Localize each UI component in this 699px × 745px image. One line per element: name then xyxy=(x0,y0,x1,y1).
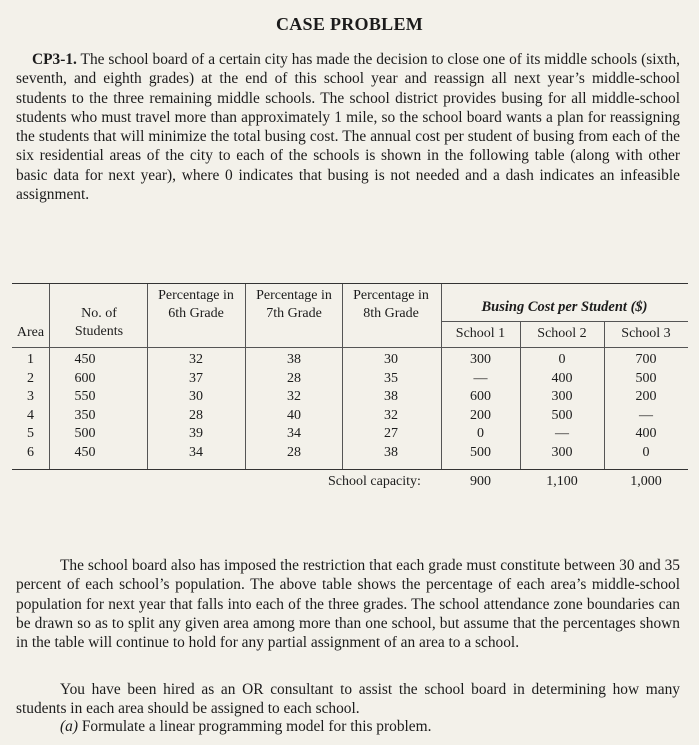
table-cell: 400 xyxy=(551,370,573,386)
header-students: No. of Students xyxy=(74,306,124,339)
table-cell: 500 xyxy=(470,444,491,460)
table-cell: 32 xyxy=(189,352,203,367)
table-cell: 5 xyxy=(27,426,34,442)
table-cell: 500 xyxy=(74,426,96,442)
table-cell: 32 xyxy=(384,407,398,423)
table-cell: 39 xyxy=(189,426,203,442)
header-area: Area xyxy=(16,325,45,340)
table-cell: 0 xyxy=(477,426,484,442)
header-school3: School 3 xyxy=(621,326,671,341)
table-cell: 3 xyxy=(27,389,34,405)
intro-paragraph xyxy=(16,50,680,204)
header-grade6: Percentage in 6th Grade xyxy=(158,288,234,321)
grade7-column xyxy=(250,351,338,463)
header-grade8: Percentage in 8th Grade xyxy=(353,288,429,321)
capacity-school1: 900 xyxy=(470,474,491,489)
table-cell: 27 xyxy=(384,426,398,442)
capacity-school3: 1,000 xyxy=(630,474,662,489)
header-busing-cost: Busing Cost per Student ($) xyxy=(481,299,648,315)
question-a-text: Formulate a linear programming model for this problem. xyxy=(81,718,432,735)
table-cell: 38 xyxy=(384,444,398,460)
table-cell: 28 xyxy=(287,444,301,460)
school1-column xyxy=(441,351,520,463)
grade8-column xyxy=(346,351,436,463)
grade6-column xyxy=(152,351,240,463)
table-cell: 300 xyxy=(551,389,573,405)
table-cell: 34 xyxy=(287,426,301,442)
table-cell: 200 xyxy=(635,389,657,405)
table-cell: 300 xyxy=(470,352,491,367)
table-cell: 35 xyxy=(384,370,398,386)
header-rule xyxy=(12,347,688,348)
column-divider xyxy=(147,284,148,469)
header-school2: School 2 xyxy=(537,326,587,341)
area-column xyxy=(12,351,49,463)
table-cell: 400 xyxy=(635,426,657,442)
table-cell: 32 xyxy=(287,389,301,405)
students-column xyxy=(50,351,120,463)
table-cell: 38 xyxy=(384,389,398,405)
table-cell: 500 xyxy=(551,407,573,423)
header-grade7: Percentage in 7th Grade xyxy=(256,288,332,321)
table-cell: 300 xyxy=(551,444,573,460)
table-cell: — xyxy=(555,426,569,442)
busing-header-rule xyxy=(441,321,688,322)
table-cell: 30 xyxy=(189,389,203,405)
table-cell: 600 xyxy=(470,389,491,405)
table-cell: 38 xyxy=(287,352,301,367)
table-cell: 34 xyxy=(189,444,203,460)
table-cell: 700 xyxy=(635,352,657,367)
table-cell: 6 xyxy=(27,444,34,460)
table-cell: 2 xyxy=(27,370,34,386)
table-cell: — xyxy=(639,407,653,423)
table-cell: 0 xyxy=(642,444,650,460)
table-cell: 500 xyxy=(635,370,657,386)
capacity-school2: 1,100 xyxy=(546,474,578,489)
intro-text: The school board of a certain city has made the decision to close one of its middle schools (sixth, seventh, and eighth grades) at the end of this school year and reassign all next year’s middle-school students to the three remaining middle schools. The school district provides busing for all middle-school students who must travel more than approximately 1 mile, so the school board wants a plan for reassigning the students that will minimize the total busing cost. The annual cost per student of busing from each of the six residential areas of the city to each of the schools is shown in the following table (along with other basic data for next year), where 0 indicates that busing is not needed and a dash indicates an infeasible assignment. xyxy=(16,51,680,204)
table-cell: 600 xyxy=(74,370,96,386)
table-cell: 40 xyxy=(287,407,301,423)
table-cell: 350 xyxy=(74,407,96,423)
section-title: CASE PROBLEM xyxy=(275,14,424,34)
table-cell: 28 xyxy=(287,370,301,386)
table-cell: 4 xyxy=(27,407,34,423)
problem-id: CP3-1. xyxy=(32,51,77,68)
table-cell: 28 xyxy=(189,407,203,423)
table-cell: — xyxy=(473,370,488,386)
question-a xyxy=(60,718,431,736)
header-school1: School 1 xyxy=(455,326,506,341)
column-divider xyxy=(245,284,246,469)
question-a-label: (a) xyxy=(60,718,78,735)
school3-column xyxy=(604,351,688,463)
table-cell: 37 xyxy=(189,370,203,386)
column-divider xyxy=(342,284,343,469)
consultant-paragraph: You have been hired as an OR consultant to assist the school board in determining how many students in each area should be assigned to each school. xyxy=(16,681,680,718)
table-cell: 450 xyxy=(74,352,96,367)
table-cell: 1 xyxy=(27,352,34,367)
table-cell: 450 xyxy=(74,444,96,460)
table-cell: 0 xyxy=(558,352,566,367)
restriction-paragraph: The school board also has imposed the restriction that each grade must constitute between 30 and 35 percent of each school’s population. The above table shows the percentage of each area’s middle-school population for next year that falls into each of the three grades. The school attendance zone boundaries can be drawn so as to split any given area among more than one school, but assume that the percentages shown in the table will continue to hold for any partial assignment of an area to a school. xyxy=(16,557,680,652)
table-cell: 550 xyxy=(74,389,96,405)
table-cell: 200 xyxy=(470,407,491,423)
table-top-rule xyxy=(12,283,688,284)
table-bottom-rule xyxy=(12,469,688,470)
table-cell: 30 xyxy=(384,352,398,367)
capacity-label: School capacity: xyxy=(328,474,421,489)
school2-column xyxy=(520,351,604,463)
